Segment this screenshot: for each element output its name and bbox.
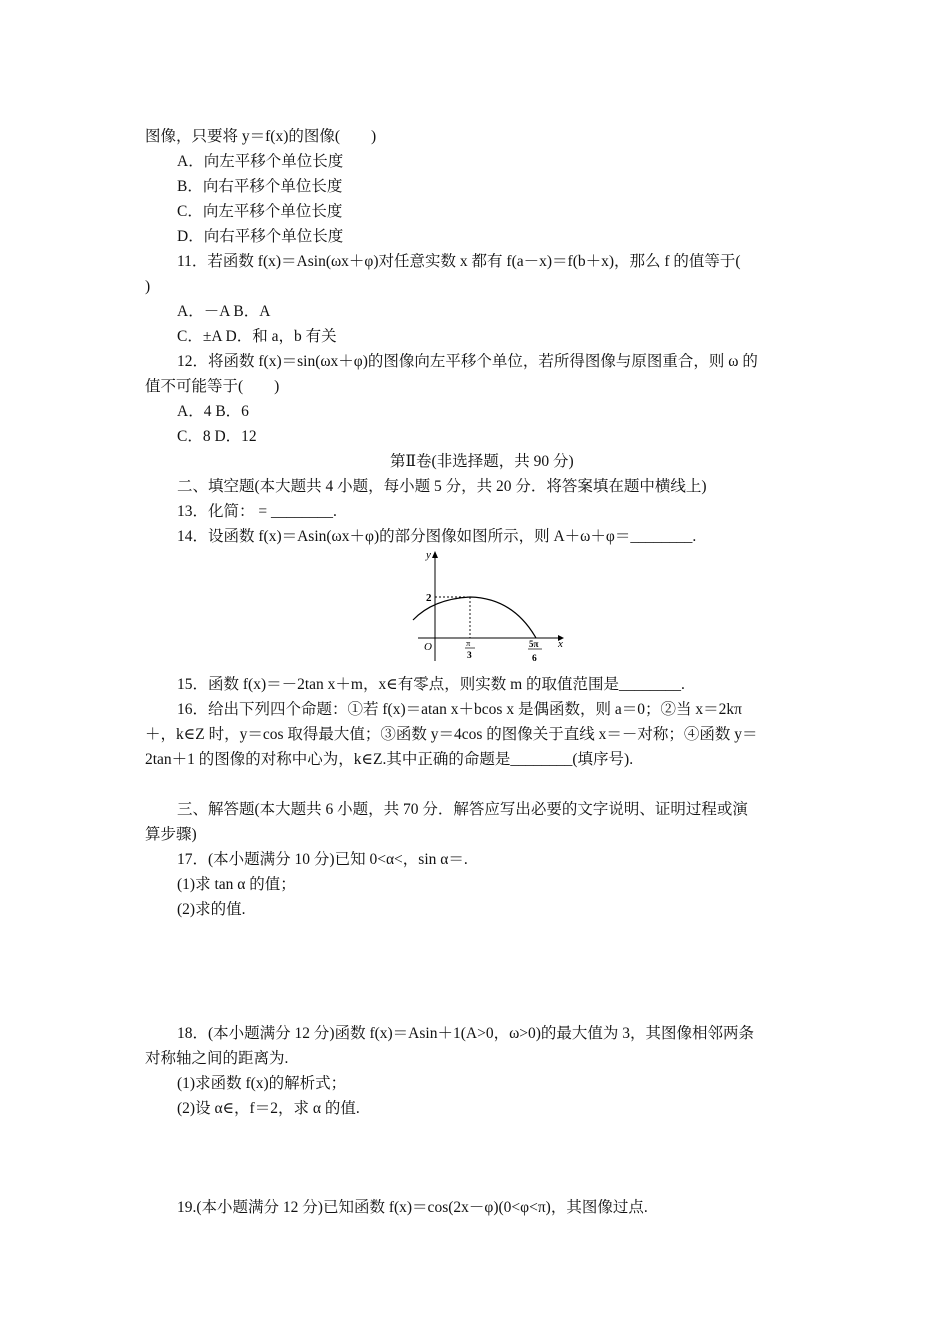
q18-part-1: (1)求函数 f(x)的解析式；	[177, 1075, 347, 1092]
section-fill-in: 二、填空题(本大题共 4 小题，每小题 5 分，共 20 分．将答案填在题中横线上)	[177, 478, 707, 495]
option-b: B．向右平移个单位长度	[177, 178, 343, 195]
question-11-cont: )	[145, 278, 151, 295]
question-16-line-3: 2tan＋1 的图像的对称中心为，k∈Z.其中正确的命题是________(填序号).	[145, 751, 634, 768]
x-axis-label: x	[558, 638, 563, 650]
q17-part-2: (2)求的值.	[177, 901, 246, 918]
tick-5pi-6-denominator: 6	[532, 654, 537, 664]
question-14: 14．设函数 f(x)＝Asin(ωx＋φ)的部分图像如图所示，则 A＋ω＋φ＝________.	[177, 528, 697, 545]
tick-5pi-6-numerator: 5π	[529, 639, 539, 649]
option-c: C．向左平移个单位长度	[177, 203, 343, 220]
q12-options-ab: A．4 B．6	[177, 403, 249, 420]
section-2-heading: 第Ⅱ卷(非选择题，共 90 分)	[390, 453, 574, 470]
question-19: 19.(本小题满分 12 分)已知函数 f(x)＝cos(2x－φ)(0<φ<π)，其图像过点.	[177, 1199, 648, 1216]
question-16-line-2: ＋，k∈Z 时，y＝cos 取得最大值；③函数 y＝4cos 的图像关于直线 x＝－对称；④函数 y＝	[145, 726, 758, 743]
question-16: 16．给出下列四个命题：①若 f(x)＝atan x＋bcos x 是偶函数，则 a＝0；②当 x＝2kπ	[177, 701, 742, 718]
q11-options-ab: A．－A B．A	[177, 303, 271, 320]
tick-pi-3-denominator: 3	[467, 651, 472, 661]
section-solve-cont: 算步骤)	[145, 826, 197, 843]
q12-options-cd: C．8 D．12	[177, 428, 257, 445]
question-13: 13．化简： = ________.	[177, 503, 337, 520]
question-18: 18．(本小题满分 12 分)函数 f(x)＝Asin＋1(A>0，ω>0)的最大值为 3，其图像相邻两条	[177, 1025, 755, 1042]
question-17: 17．(本小题满分 10 分)已知 0<α<，sin α＝.	[177, 851, 468, 868]
origin-label: O	[424, 641, 432, 653]
question-12: 12．将函数 f(x)＝sin(ωx＋φ)的图像向左平移个单位，若所得图像与原图重合，则 ω 的	[177, 353, 758, 370]
y-axis-label: y	[426, 549, 431, 561]
q11-options-cd: C．±A D．和 a，b 有关	[177, 328, 337, 345]
max-value-label: 2	[426, 592, 432, 604]
option-a: A．向左平移个单位长度	[177, 153, 344, 170]
question-15: 15．函数 f(x)＝－2tan x＋m，x∈有零点，则实数 m 的取值范围是________.	[177, 676, 685, 693]
q17-part-1: (1)求 tan α 的值；	[177, 876, 296, 893]
sine-graph	[408, 546, 568, 666]
tick-pi-3-numerator: π	[466, 638, 471, 648]
section-solve: 三、解答题(本大题共 6 小题，共 70 分．解答应写出必要的文字说明、证明过程或演	[177, 801, 748, 818]
question-12-cont: 值不可能等于( )	[145, 378, 280, 395]
y-axis-arrow	[432, 551, 438, 558]
line-1: 图像，只要将 y＝f(x)的图像( )	[145, 128, 377, 145]
option-d: D．向右平移个单位长度	[177, 228, 344, 245]
question-11: 11．若函数 f(x)＝Asin(ωx＋φ)对任意实数 x 都有 f(a－x)＝f(b＋x)，那么 f 的值等于(	[177, 253, 741, 270]
question-18-cont: 对称轴之间的距离为.	[145, 1050, 289, 1067]
q18-part-2: (2)设 α∈，f＝2，求 α 的值.	[177, 1100, 360, 1117]
